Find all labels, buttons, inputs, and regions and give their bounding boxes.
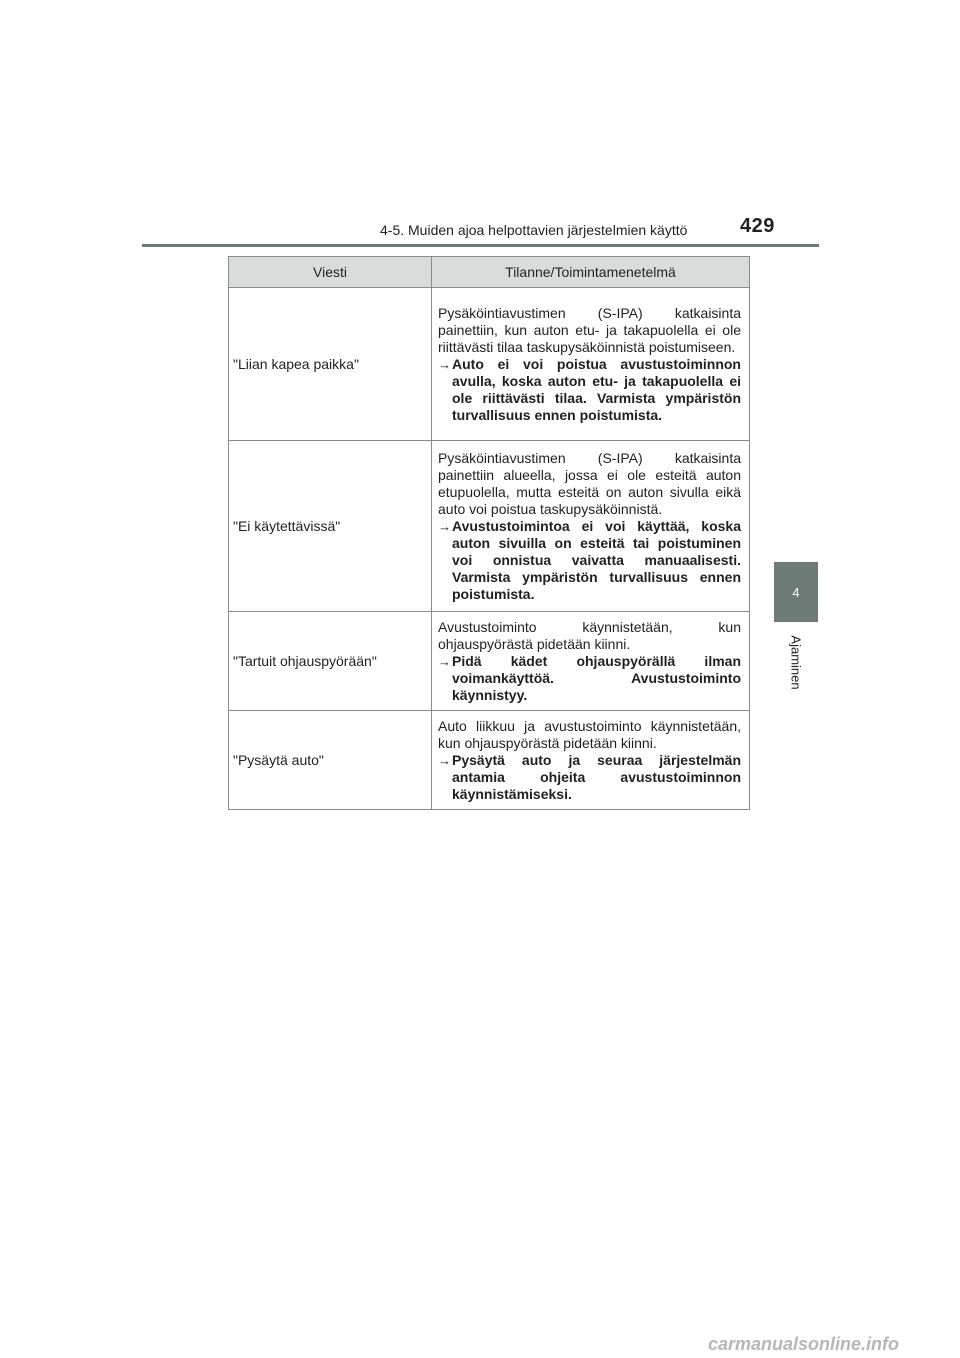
chapter-label	[786, 630, 806, 694]
chapter-label-text: Ajaminen	[788, 634, 804, 690]
message-cell: "Pysäytä auto"	[229, 711, 432, 810]
situation-cell	[432, 441, 750, 612]
section-title: 4-5. Muiden ajoa helpottavien järjestelmien käyttö	[380, 222, 688, 238]
message-table	[228, 256, 750, 810]
situation-cell	[432, 612, 750, 711]
situation-text: Auto liikkuu ja avustustoiminto käynnistetään, kun ohjauspyörästä pidetään kiinni.	[438, 717, 741, 751]
column-header-message: Viesti	[229, 257, 432, 288]
table-row	[229, 441, 750, 612]
message-cell: "Ei käytettävissä"	[229, 441, 432, 612]
action-text: Auto ei voi poistua avustustoiminnon avulla, koska auton etu- ja takapuolella ei ole riittävästi tilaa. Varmista ympäristön turvallisuus ennen poistumista.	[452, 355, 741, 423]
page-number: 429	[740, 215, 775, 237]
situation-text: Pysäköintiavustimen (S-IPA) katkaisinta painettiin alueella, jossa ei ole esteitä auton etupuolella, mutta esteitä on auton sivulla eikä auto voi poistua taskupysäköinnistä.	[438, 449, 741, 517]
action-item	[438, 356, 741, 424]
action-item	[438, 518, 741, 603]
chapter-number: 4	[792, 584, 800, 600]
action-text: Avustustoimintoa ei voi käyttää, koska auton sivuilla on esteitä tai poistuminen voi onnistua vaivatta manuaalisesti. Varmista ympäristön turvallisuus ennen poistumista.	[452, 517, 741, 602]
watermark-logo: carmanualsonline.info	[708, 1334, 900, 1354]
arrow-icon: →	[438, 653, 451, 669]
table-header-row	[229, 257, 750, 288]
chapter-tab[interactable]	[774, 562, 818, 622]
message-cell: "Tartuit ohjauspyörään"	[229, 612, 432, 711]
arrow-icon: →	[438, 752, 451, 768]
action-text: Pysäytä auto ja seuraa järjestelmän antamia ohjeita avustustoiminnon käynnistämiseksi.	[452, 751, 741, 802]
situation-text: Avustustoiminto käynnistetään, kun ohjauspyörästä pidetään kiinni.	[438, 618, 741, 652]
situation-cell	[432, 711, 750, 810]
table-row	[229, 288, 750, 441]
action-text: Pidä kädet ohjauspyörällä ilman voimankäyttöä. Avustustoiminto käynnistyy.	[452, 652, 741, 703]
action-item	[438, 752, 741, 803]
table-row	[229, 711, 750, 810]
situation-text: Pysäköintiavustimen (S-IPA) katkaisinta painettiin, kun auton etu- ja takapuolella ei ole riittävästi tilaa taskupysäköinnistä poistumiseen.	[438, 304, 741, 355]
situation-cell	[432, 288, 750, 441]
action-item	[438, 653, 741, 704]
message-cell: "Liian kapea paikka"	[229, 288, 432, 441]
table-row	[229, 612, 750, 711]
header-divider	[142, 244, 819, 247]
arrow-icon: →	[438, 356, 451, 372]
column-header-situation: Tilanne/Toimintamenetelmä	[432, 257, 750, 288]
arrow-icon: →	[438, 518, 451, 534]
